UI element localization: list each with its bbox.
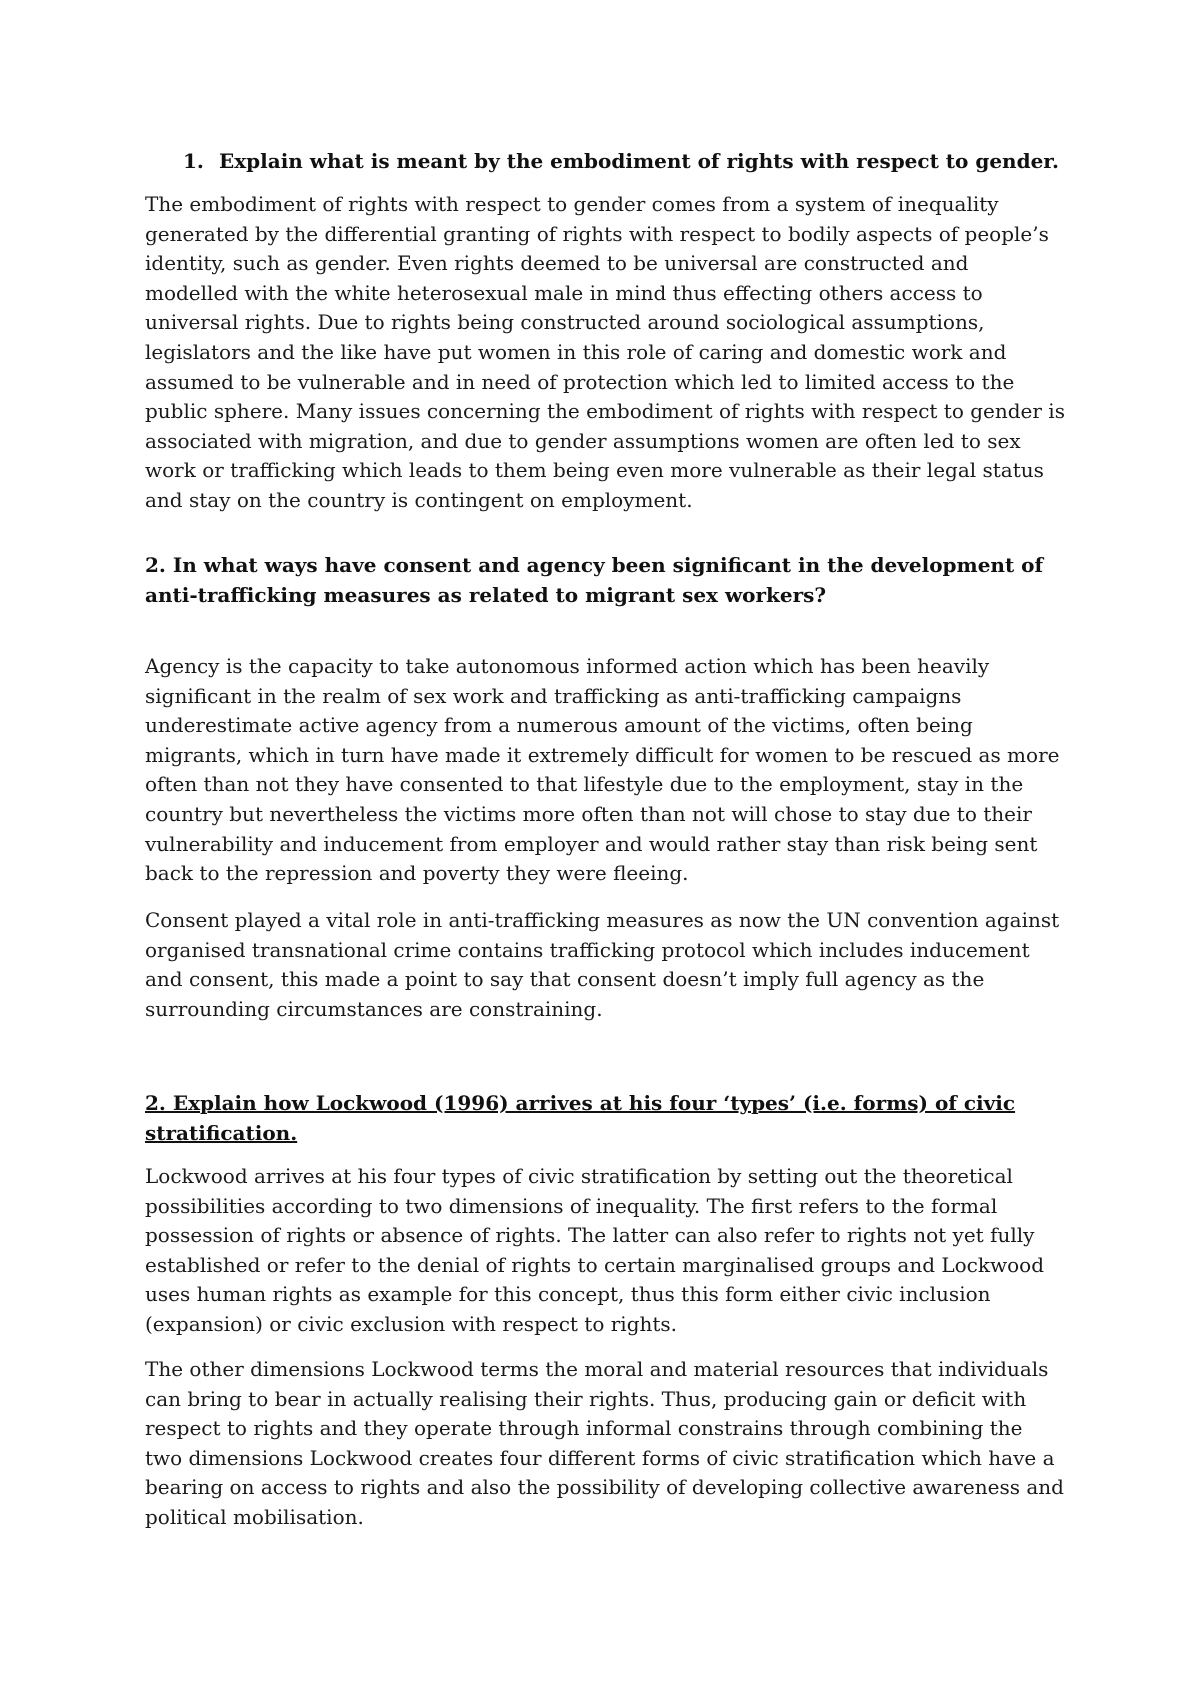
answer-2-paragraph-1: Agency is the capacity to take autonomous informed action which has been heavily significant in the realm of sex work and trafficking as anti-trafficking campaigns underestimate active agency from a numerous amount of the victims, often being migrants, which in turn have made it extremely difficult for women to be rescued as more often than not they have consented to that lifestyle due to the employment, stay in the country but nevertheless the victims more often than not will chose to stay due to their vulnerability and inducement from employer and would rather stay than risk being sent back to the repression and poverty they were fleeing. [145,654,1060,886]
question-1-title: Explain what is meant by the embodiment of rights with respect to gender. [219,149,1059,173]
answer-2-paragraph-2: Consent played a vital role in anti-trafficking measures as now the UN convention against organised transnational crime contains trafficking protocol which includes inducement and consent, this made a point to say that consent doesn’t imply full agency as the surrounding circumstances are constraining. [145,908,1060,1021]
question-3-heading: 2. Explain how Lockwood (1996) arrives at his four ‘types’ (i.e. forms) of civic stratification. [145,1091,1016,1145]
answer-3-paragraph-1: Lockwood arrives at his four types of civic stratification by setting out the theoretical possibilities according to two dimensions of inequality. The first refers to the formal possession of rights or absence of rights. The latter can also refer to rights not yet fully established or refer to the denial of rights to certain marginalised groups and Lockwood uses human rights as example for this concept, thus this form either civic inclusion (expansion) or civic exclusion with respect to rights. [145,1164,1045,1336]
answer-3-paragraph-2: The other dimensions Lockwood terms the moral and material resources that individuals can bring to bear in actually realising their rights. Thus, producing gain or deficit with respect to rights and they operate through informal constrains through combining the two dimensions Lockwood creates four different forms of civic stratification which have a bearing on access to rights and also the possibility of developing collective awareness and political mobilisation. [145,1357,1064,1529]
question-1-number: 1. [183,149,204,173]
question-2-heading: 2. In what ways have consent and agency been significant in the development of anti-trafficking measures as related to migrant sex workers? [145,553,1044,607]
answer-1-paragraph: The embodiment of rights with respect to gender comes from a system of inequality generated by the differential granting of rights with respect to bodily aspects of people’s identity, such as gender. Even rights deemed to be universal are constructed and modelled with the white heterosexual male in mind thus effecting others access to universal rights. Due to rights being constructed around sociological assumptions, legislators and the like have put women in this role of caring and domestic work and assumed to be vulnerable and in need of protection which led to limited access to the public sphere. Many issues concerning the embodiment of rights with respect to gender is associated with migration, and due to gender assumptions women are often led to sex work or trafficking which leads to them being even more vulnerable as their legal status and stay on the country is contingent on employment. [145,192,1065,512]
question-1-heading [183,146,1103,176]
